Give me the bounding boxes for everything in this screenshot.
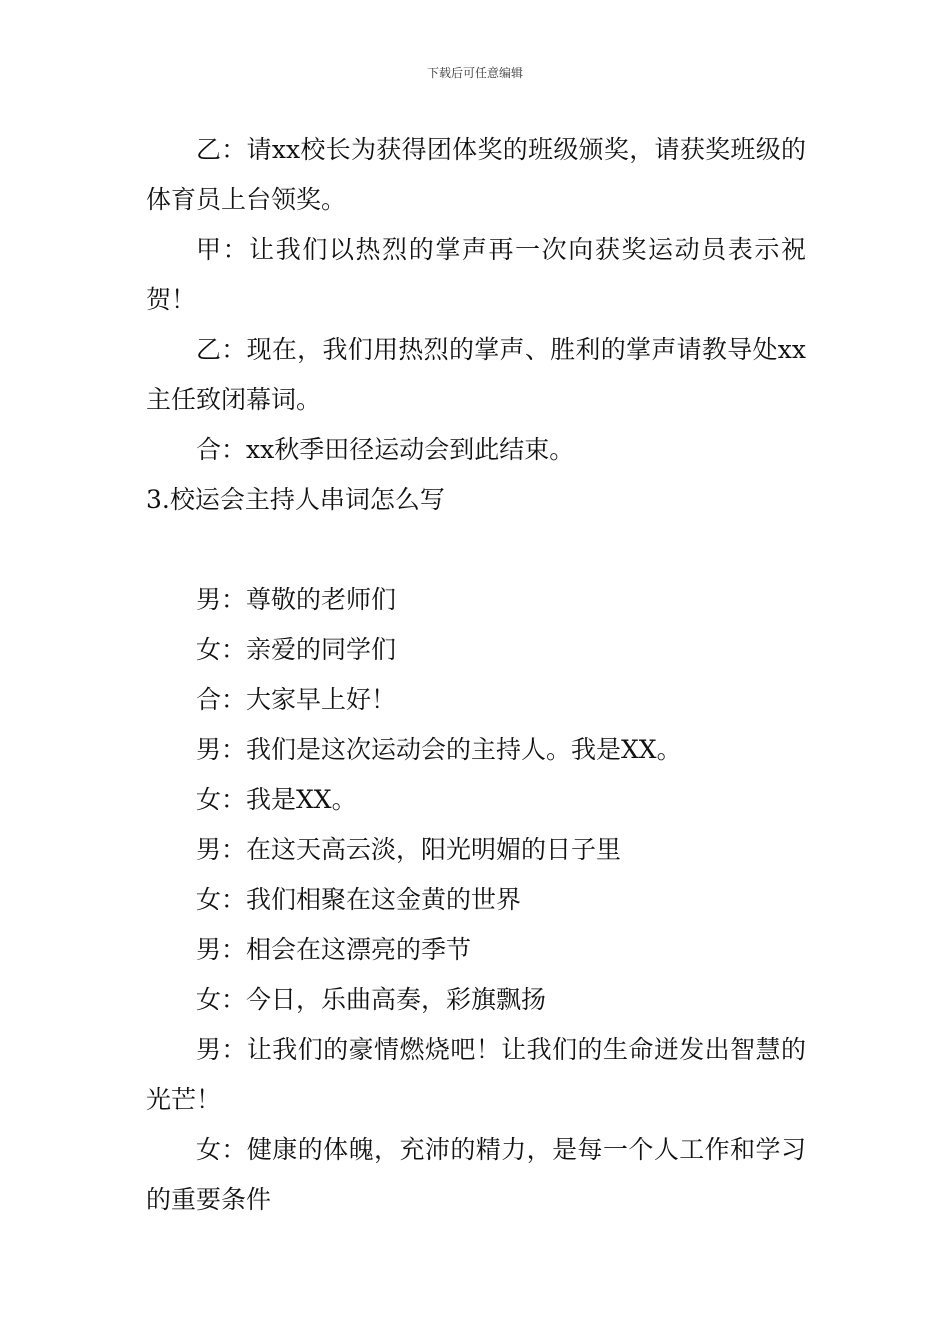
dialogue-line: 男：尊敬的老师们 xyxy=(196,585,397,614)
dialogue-line: 男：相会在这漂亮的季节 xyxy=(196,935,472,964)
paragraph: 甲：让我们以热烈的掌声再一次向获奖运动员表示祝贺！ xyxy=(146,235,806,314)
paragraph: 乙：请xx校长为获得团体奖的班级颁奖，请获奖班级的体育员上台领奖。 xyxy=(146,135,806,214)
document-body xyxy=(146,125,806,1225)
dialogue-line: 女：我是XX。 xyxy=(196,785,357,814)
paragraph: 乙：现在，我们用热烈的掌声、胜利的掌声请教导处xx主任致闭幕词。 xyxy=(146,335,806,414)
dialogue-line: 男：在这天高云淡，阳光明媚的日子里 xyxy=(196,835,622,864)
section-heading: 3.校运会主持人串词怎么写 xyxy=(146,485,445,514)
page-header-note: 下载后可任意编辑 xyxy=(426,66,523,80)
blank-line xyxy=(146,525,806,575)
dialogue-line: 女：亲爱的同学们 xyxy=(196,635,397,664)
paragraph: 合：xx秋季田径运动会到此结束。 xyxy=(196,435,575,464)
dialogue-line: 女：健康的体魄，充沛的精力，是每一个人工作和学习的重要条件 xyxy=(146,1135,806,1214)
dialogue-line: 男：我们是这次运动会的主持人。我是XX。 xyxy=(196,735,682,764)
dialogue-line: 女：今日，乐曲高奏，彩旗飘扬 xyxy=(196,985,547,1014)
dialogue-line: 合：大家早上好！ xyxy=(196,685,397,714)
dialogue-line: 女：我们相聚在这金黄的世界 xyxy=(196,885,522,914)
dialogue-line: 男：让我们的豪情燃烧吧！让我们的生命迸发出智慧的光芒！ xyxy=(146,1035,806,1114)
